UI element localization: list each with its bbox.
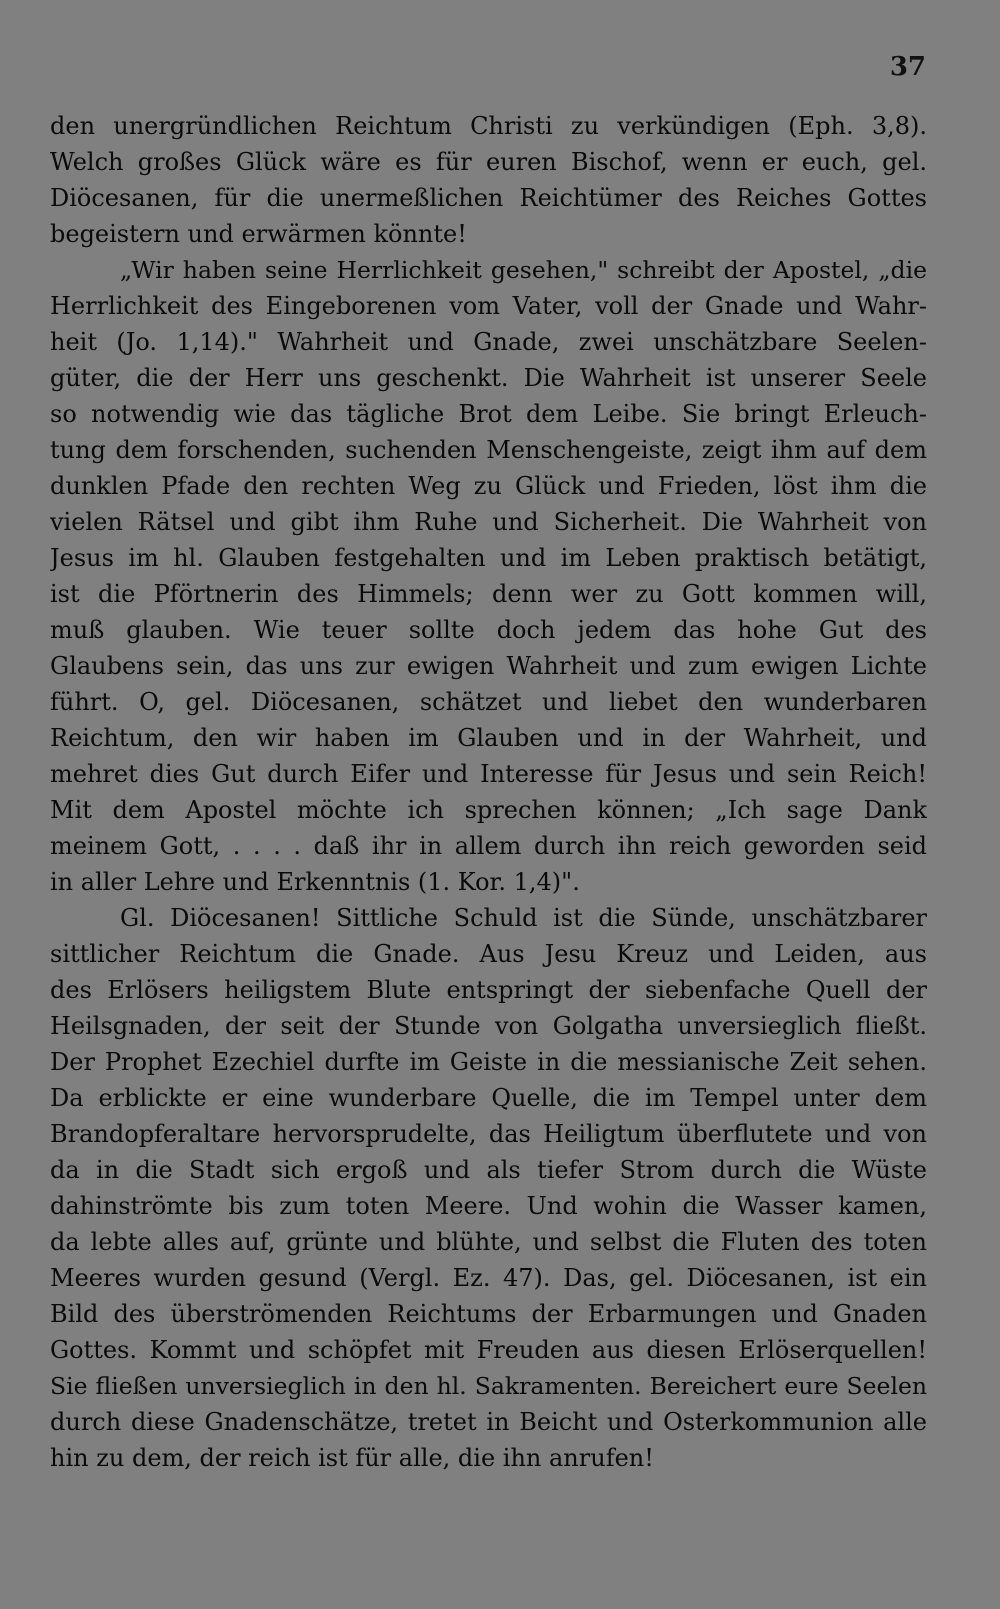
paragraph-3 (50, 900, 927, 1476)
text-line: Bild des überströmenden Reichtums der Erbarmungen und Gnaden (50, 1300, 927, 1328)
text-line: Glaubens sein, das uns zur ewigen Wahrheit und zum ewigen Lichte (50, 652, 927, 680)
text-line: Welch großes Glück wäre es für euren Bischof, wenn er euch, gel. (50, 148, 927, 176)
text-line: Gl. Diöcesanen! Sittliche Schuld ist die Sünde, unschätzbarer (120, 904, 927, 932)
text-line: mehret dies Gut durch Eifer und Interesse für Jesus und sein Reich! (50, 760, 927, 788)
text-line: durch diese Gnadenschätze, tretet in Beicht und Osterkommunion alle (50, 1408, 927, 1436)
text-line: Diöcesanen, für die unermeßlichen Reichtümer des Reiches Gottes (50, 184, 927, 212)
text-line: so notwendig wie das tägliche Brot dem Leibe. Sie bringt Erleuch- (50, 400, 927, 428)
text-line: dahinströmte bis zum toten Meere. Und wohin die Wasser kamen, (50, 1192, 927, 1220)
body-text (50, 108, 927, 1476)
text-line: vielen Rätsel und gibt ihm Ruhe und Sicherheit. Die Wahrheit von (50, 508, 927, 536)
text-line: in aller Lehre und Erkenntnis (1. Kor. 1,4)". (50, 868, 580, 896)
text-line: hin zu dem, der reich ist für alle, die ihn anrufen! (50, 1444, 654, 1472)
text-line: da lebte alles auf, grünte und blühte, und selbst die Fluten des toten (50, 1228, 927, 1256)
text-line: Heilsgnaden, der seit der Stunde von Golgatha unversieglich fließt. (50, 1012, 927, 1040)
text-line: führt. O, gel. Diöcesanen, schätzet und liebet den wunderbaren (50, 688, 927, 716)
page-number: 37 (889, 52, 926, 82)
text-line: Reichtum, den wir haben im Glauben und in der Wahrheit, und (50, 724, 927, 752)
text-line: sittlicher Reichtum die Gnade. Aus Jesu Kreuz und Leiden, aus (50, 940, 927, 968)
text-line: begeistern und erwärmen könnte! (50, 220, 467, 248)
text-line: Brandopferaltare hervorsprudelte, das Heiligtum überflutete und von (50, 1120, 927, 1148)
text-line: heit (Jo. 1,14)." Wahrheit und Gnade, zwei unschätzbare Seelen- (50, 328, 927, 356)
text-line: tung dem forschenden, suchenden Menschengeiste, zeigt ihm auf dem (50, 436, 927, 464)
text-line: Jesus im hl. Glauben festgehalten und im Leben praktisch betätigt, (50, 544, 927, 572)
text-line: Da erblickte er eine wunderbare Quelle, die im Tempel unter dem (50, 1084, 927, 1112)
text-line: da in die Stadt sich ergoß und als tiefer Strom durch die Wüste (50, 1156, 927, 1184)
text-line: Mit dem Apostel möchte ich sprechen können; „Ich sage Dank (50, 796, 927, 824)
text-line: Der Prophet Ezechiel durfte im Geiste in die messianische Zeit sehen. (50, 1048, 927, 1076)
text-line: Herrlichkeit des Eingeborenen vom Vater, voll der Gnade und Wahr- (50, 292, 927, 320)
text-line: güter, die der Herr uns geschenkt. Die Wahrheit ist unserer Seele (50, 364, 927, 392)
text-line: des Erlösers heiligstem Blute entspringt der siebenfache Quell der (50, 976, 927, 1004)
text-line: Sie fließen unversieglich in den hl. Sakramenten. Bereichert eure Seelen (50, 1372, 927, 1400)
text-line: ist die Pförtnerin des Himmels; denn wer zu Gott kommen will, (50, 580, 927, 608)
text-line: meinem Gott, . . . . daß ihr in allem durch ihn reich geworden seid (50, 832, 927, 860)
text-line: „Wir haben seine Herrlichkeit gesehen," schreibt der Apostel, „die (120, 256, 927, 284)
paragraph-1 (50, 108, 927, 252)
text-line: Gottes. Kommt und schöpfet mit Freuden aus diesen Erlöserquellen! (50, 1336, 927, 1364)
text-line: den unergründlichen Reichtum Christi zu verkündigen (Eph. 3,8). (50, 112, 927, 140)
text-line: dunklen Pfade den rechten Weg zu Glück und Frieden, löst ihm die (50, 472, 927, 500)
text-line: muß glauben. Wie teuer sollte doch jedem das hohe Gut des (50, 616, 927, 644)
text-line: Meeres wurden gesund (Vergl. Ez. 47). Das, gel. Diöcesanen, ist ein (50, 1264, 927, 1292)
paragraph-2 (50, 252, 927, 900)
